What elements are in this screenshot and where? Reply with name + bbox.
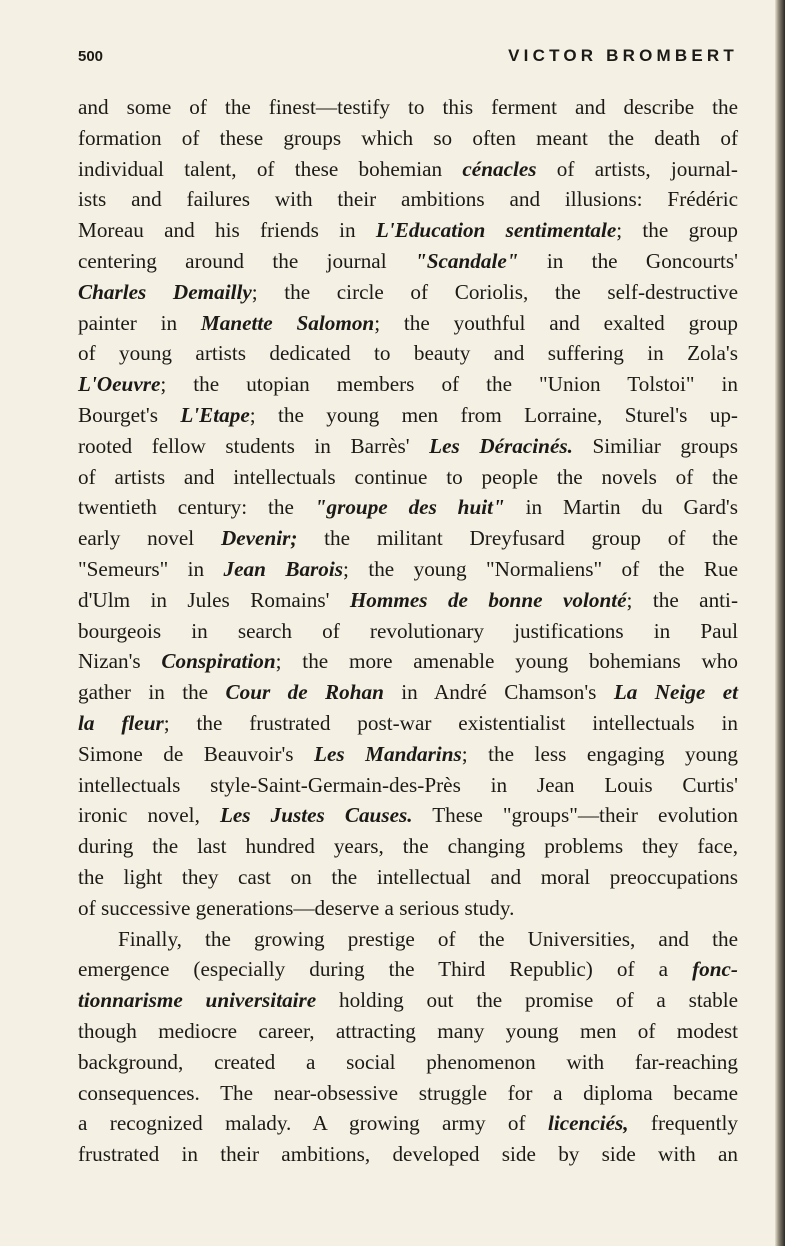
italic-title: "groupe des huit" — [314, 495, 505, 520]
text-line — [78, 1139, 738, 1170]
text-segment: the militant Dreyfusard group of the — [297, 526, 739, 551]
text-segment: in André Chamson's — [383, 680, 614, 705]
text-segment: frequently — [628, 1111, 738, 1136]
text-segment: and some of the finest—testify to this ferment and describe the — [78, 95, 738, 119]
text-line — [78, 954, 738, 985]
text-segment: ; the young "Normaliens" of the Rue — [343, 556, 738, 581]
text-segment: Nizan's — [78, 649, 162, 674]
text-line — [78, 616, 738, 647]
text-line — [78, 708, 738, 739]
italic-title: la fleur — [78, 710, 164, 735]
text-segment: early novel — [78, 526, 221, 551]
italic-title: Cour de Rohan — [225, 680, 384, 705]
text-segment: formation of these groups which so often meant the death of — [78, 125, 738, 150]
text-line — [78, 400, 738, 431]
text-segment: though mediocre career, attracting many young men of modest — [78, 1018, 738, 1043]
text-segment: during the last hundred years, the changing problems they face, — [78, 834, 738, 859]
text-line — [78, 92, 738, 123]
text-line — [78, 800, 738, 831]
text-line — [78, 554, 738, 585]
text-segment: Moreau and his friends in — [78, 218, 376, 243]
text-segment: ; the young men from Lorraine, Sturel's up- — [249, 402, 738, 427]
text-line — [78, 369, 738, 400]
text-line — [78, 1108, 738, 1139]
text-segment: Simone de Beauvoir's — [78, 741, 315, 766]
italic-title: Les Déracinés. — [429, 433, 573, 458]
text-segment: ironic novel, — [78, 803, 220, 828]
text-line — [78, 123, 738, 154]
text-segment: of successive generations—deserve a serious study. — [78, 895, 515, 920]
text-line — [78, 985, 738, 1016]
text-line — [78, 338, 738, 369]
text-line — [78, 924, 738, 955]
text-line — [78, 431, 738, 462]
text-segment: painter in — [78, 310, 201, 335]
italic-title: "Scandale" — [414, 248, 519, 273]
text-segment: d'Ulm in Jules Romains' — [78, 587, 350, 612]
text-segment: ; the more amenable young bohemians who — [275, 649, 738, 674]
text-segment: ; the youthful and exalted group — [374, 310, 739, 335]
body-text — [78, 92, 738, 1170]
text-segment: ; the group — [616, 218, 738, 243]
italic-title: Hommes de bonne volonté — [349, 587, 627, 612]
italic-title: Devenir; — [220, 526, 298, 551]
text-line — [78, 184, 738, 215]
text-segment: frustrated in their ambitions, developed side by side with an — [78, 1142, 738, 1167]
text-segment: ists and failures with their ambitions and illusions: Frédéric — [78, 187, 738, 212]
text-segment: in the Goncourts' — [518, 248, 738, 273]
page-header — [78, 44, 738, 74]
text-segment: in Martin du Gard's — [504, 495, 738, 520]
text-line — [78, 646, 738, 677]
text-line — [78, 492, 738, 523]
text-line — [78, 677, 738, 708]
text-line — [78, 1078, 738, 1109]
text-segment: emergence (especially during the Third Republic) of a — [78, 957, 693, 982]
text-segment: ; the less engaging young — [461, 741, 739, 766]
text-line — [78, 462, 738, 493]
italic-title: L'Education sentimentale — [375, 218, 617, 243]
text-line — [78, 893, 738, 924]
text-segment: of artists, journal- — [536, 156, 738, 181]
text-segment: intellectuals style-Saint-Germain-des-Près in Jean Louis Curtis' — [78, 772, 738, 797]
italic-title: L'Etape — [180, 402, 250, 427]
text-line — [78, 308, 738, 339]
text-line — [78, 770, 738, 801]
text-segment: Similiar groups — [572, 433, 738, 458]
text-segment: centering around the journal — [78, 248, 415, 273]
text-segment: of artists and intellectuals continue to people the novels of the — [78, 464, 738, 489]
text-segment: "Semeurs" in — [78, 556, 224, 581]
italic-title: La Neige et — [613, 680, 739, 705]
text-segment: ; the frustrated post-war existentialist intellectuals in — [163, 710, 738, 735]
text-segment: consequences. The near-obsessive struggle for a diploma became — [78, 1080, 738, 1105]
text-segment: a recognized malady. A growing army of — [78, 1111, 548, 1136]
running-head: VICTOR BROMBERT — [508, 46, 738, 65]
text-segment: bourgeois in search of revolutionary justifications in Paul — [78, 618, 738, 643]
text-line — [78, 154, 738, 185]
text-segment: holding out the promise of a stable — [316, 988, 738, 1013]
text-segment: twentieth century: the — [78, 495, 315, 520]
text-segment: ; the utopian members of the "Union Tolstoi" in — [160, 372, 738, 397]
text-line — [78, 585, 738, 616]
italic-title: fonc- — [692, 957, 738, 982]
italic-title: Les Justes Causes. — [219, 803, 413, 828]
text-line — [78, 246, 738, 277]
text-line — [78, 277, 738, 308]
text-segment: background, created a social phenomenon with far-reaching — [78, 1049, 738, 1074]
italic-title: cénacles — [462, 156, 537, 181]
italic-title: Conspiration — [161, 649, 276, 674]
text-segment: Bourget's — [78, 402, 181, 427]
text-segment: These "groups"—their evolution — [412, 803, 738, 828]
page-number: 500 — [78, 48, 104, 65]
text-segment: ; the circle of Coriolis, the self-destructive — [251, 279, 738, 304]
text-segment: of young artists dedicated to beauty and suffering in Zola's — [78, 341, 738, 366]
italic-title: tionnarisme universitaire — [78, 988, 317, 1013]
page-edge — [775, 0, 785, 1246]
text-line — [78, 831, 738, 862]
italic-title: L'Oeuvre — [78, 372, 161, 397]
text-segment: ; the anti- — [626, 587, 738, 612]
text-line — [78, 215, 738, 246]
italic-title: Charles Demailly — [78, 279, 252, 304]
text-line — [78, 1016, 738, 1047]
italic-title: Jean Barois — [223, 556, 344, 581]
text-segment: Finally, the growing prestige of the Universities, and the — [118, 926, 738, 951]
italic-title: Manette Salomon — [200, 310, 375, 335]
text-line — [78, 862, 738, 893]
text-line — [78, 1047, 738, 1078]
text-segment: rooted fellow students in Barrès' — [78, 433, 430, 458]
text-line — [78, 523, 738, 554]
italic-title: licenciés, — [547, 1111, 629, 1136]
text-line — [78, 739, 738, 770]
text-segment: individual talent, of these bohemian — [78, 156, 463, 181]
italic-title: Les Mandarins — [314, 741, 462, 766]
text-segment: gather in the — [78, 680, 226, 705]
text-segment: the light they cast on the intellectual and moral preoccupations — [78, 864, 738, 889]
